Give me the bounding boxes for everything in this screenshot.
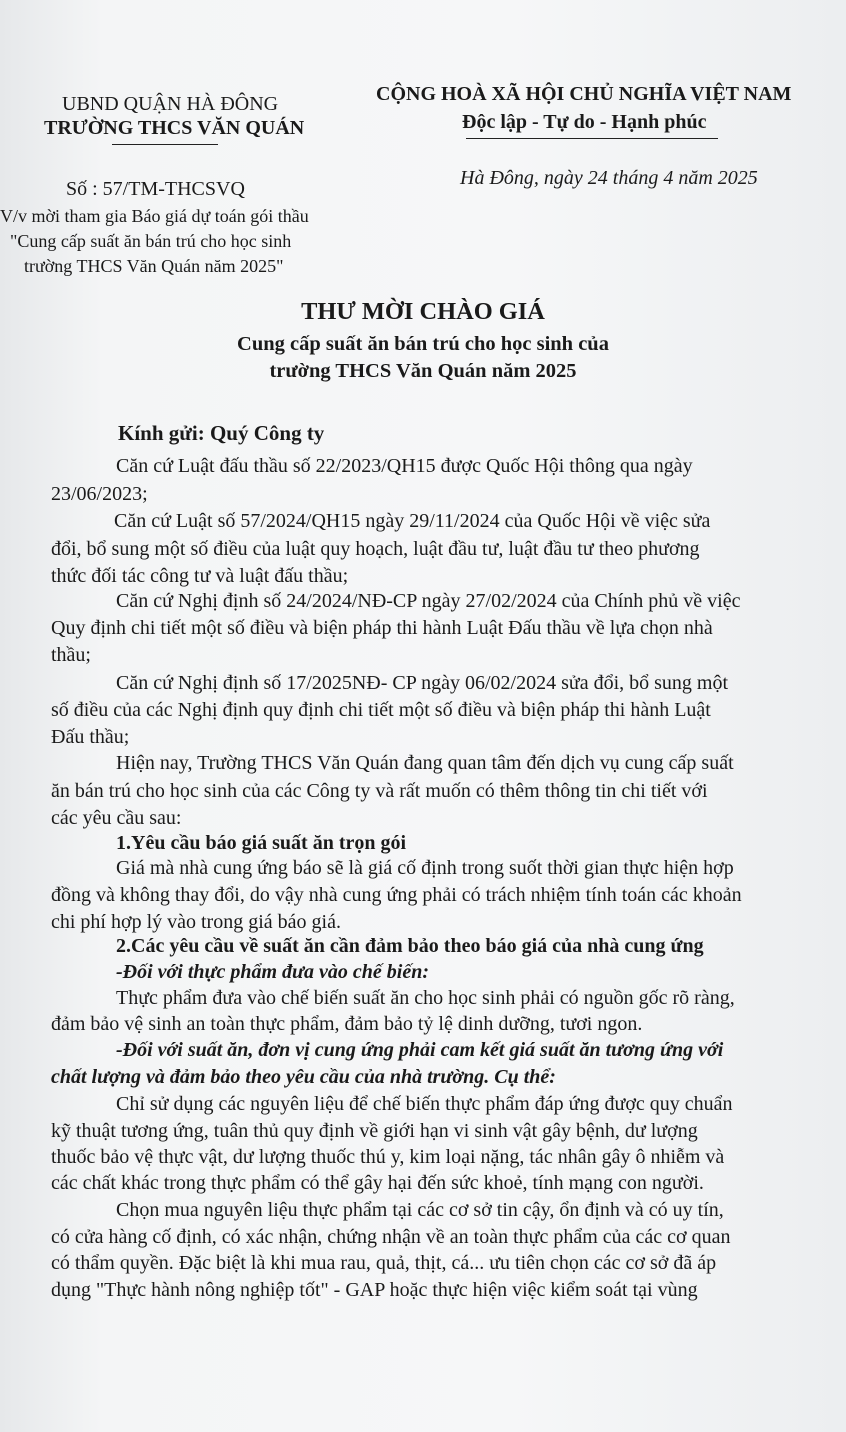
body-line: Chọn mua nguyên liệu thực phẩm tại các cơ sở tin cậy, ổn định và có uy tín, [116,1199,724,1221]
motto-underline [466,138,718,139]
subsection-heading: -Đối với thực phẩm đưa vào chế biến: [116,961,429,983]
body-line: thức đối tác công tư và luật đấu thầu; [51,565,349,587]
document-title: THƯ MỜI CHÀO GIÁ [301,298,545,325]
regarding-line: trường THCS Văn Quán năm 2025" [24,256,284,276]
national-motto: Độc lập - Tự do - Hạnh phúc [462,111,707,133]
body-line: đổi, bổ sung một số điều của luật quy hoạch, luật đầu tư, luật đầu tư theo phương [51,538,700,560]
subsection-heading: -Đối với suất ăn, đơn vị cung ứng phải cam kết giá suất ăn tương ứng với [116,1039,724,1061]
body-line: có cửa hàng cố định, có xác nhận, chứng nhận về an toàn thực phẩm của các cơ quan [51,1226,731,1248]
body-line: đảm bảo vệ sinh an toàn thực phẩm, đảm bảo tỷ lệ dinh dưỡng, tươi ngon. [51,1013,643,1035]
document-subtitle: Cung cấp suất ăn bán trú cho học sinh của [237,333,609,355]
section-heading: 1.Yêu cầu báo giá suất ăn trọn gói [116,832,407,854]
body-line: thuốc bảo vệ thực vật, dư lượng thuốc thú y, kim loại nặng, tác nhân gây ô nhiễm và [51,1146,725,1168]
body-line: dụng "Thực hành nông nghiệp tốt" - GAP hoặc thực hiện việc kiểm soát tại vùng [51,1279,698,1301]
body-line: Đấu thầu; [51,726,130,748]
body-line: Giá mà nhà cung ứng báo sẽ là giá cố định trong suốt thời gian thực hiện hợp [116,857,734,879]
body-line: có thẩm quyền. Đặc biệt là khi mua rau, quả, thịt, cá... ưu tiên chọn các cơ sở đã áp [51,1252,717,1274]
body-line: các chất khác trong thực phẩm có thể gây hại đến sức khoẻ, tính mạng con người. [51,1172,704,1194]
body-line: Quy định chi tiết một số điều và biện pháp thi hành Luật Đấu thầu về lựa chọn nhà [51,617,713,639]
body-line: số điều của các Nghị định quy định chi tiết một số điều và biện pháp thi hành Luật [51,699,711,721]
body-line: thầu; [51,644,91,666]
body-line: Hiện nay, Trường THCS Văn Quán đang quan tâm đến dịch vụ cung cấp suất [116,752,734,774]
body-line: Chỉ sử dụng các nguyên liệu để chế biến thực phẩm đáp ứng được quy chuẩn [116,1093,733,1115]
subsection-heading: chất lượng và đảm bảo theo yêu cầu của nhà trường. Cụ thể: [51,1066,556,1088]
agency-name: UBND QUẬN HÀ ĐÔNG [62,93,279,115]
school-underline [112,144,218,145]
place-date: Hà Đông, ngày 24 tháng 4 năm 2025 [460,167,758,189]
body-line: Thực phẩm đưa vào chế biến suất ăn cho học sinh phải có nguồn gốc rõ ràng, [116,987,735,1009]
body-line: Căn cứ Luật đấu thầu số 22/2023/QH15 được Quốc Hội thông qua ngày [116,455,693,477]
body-line: 23/06/2023; [51,483,148,505]
document-number: Số : 57/TM-THCSVQ [66,178,245,200]
body-line: ăn bán trú cho học sinh của các Công ty và rất muốn có thêm thông tin chi tiết với [51,780,708,802]
body-line: các yêu cầu sau: [51,807,182,829]
school-name: TRƯỜNG THCS VĂN QUÁN [44,117,305,139]
section-heading: 2.Các yêu cầu về suất ăn cần đảm bảo theo báo giá của nhà cung ứng [116,935,704,957]
body-line: kỹ thuật tương ứng, tuân thủ quy định về giới hạn vi sinh vật gây bệnh, dư lượng [51,1120,698,1142]
body-line: đồng và không thay đổi, do vậy nhà cung ứng phải có trách nhiệm tính toán các khoản [51,884,742,906]
body-line: Căn cứ Nghị định số 17/2025NĐ- CP ngày 06/02/2024 sửa đổi, bổ sung một [116,672,729,694]
body-line: Căn cứ Luật số 57/2024/QH15 ngày 29/11/2024 của Quốc Hội về việc sửa [114,510,711,532]
national-title: CỘNG HOÀ XÃ HỘI CHỦ NGHĨA VIỆT NAM [376,83,792,105]
document-subtitle: trường THCS Văn Quán năm 2025 [269,360,577,382]
body-line: Căn cứ Nghị định số 24/2024/NĐ-CP ngày 27/02/2024 của Chính phủ về việc [116,590,741,612]
body-line: chi phí hợp lý vào trong giá báo giá. [51,911,341,933]
regarding-line: "Cung cấp suất ăn bán trú cho học sinh [10,231,292,251]
greeting: Kính gửi: Quý Công ty [118,421,325,445]
regarding-line: V/v mời tham gia Báo giá dự toán gói thầu [0,206,309,226]
